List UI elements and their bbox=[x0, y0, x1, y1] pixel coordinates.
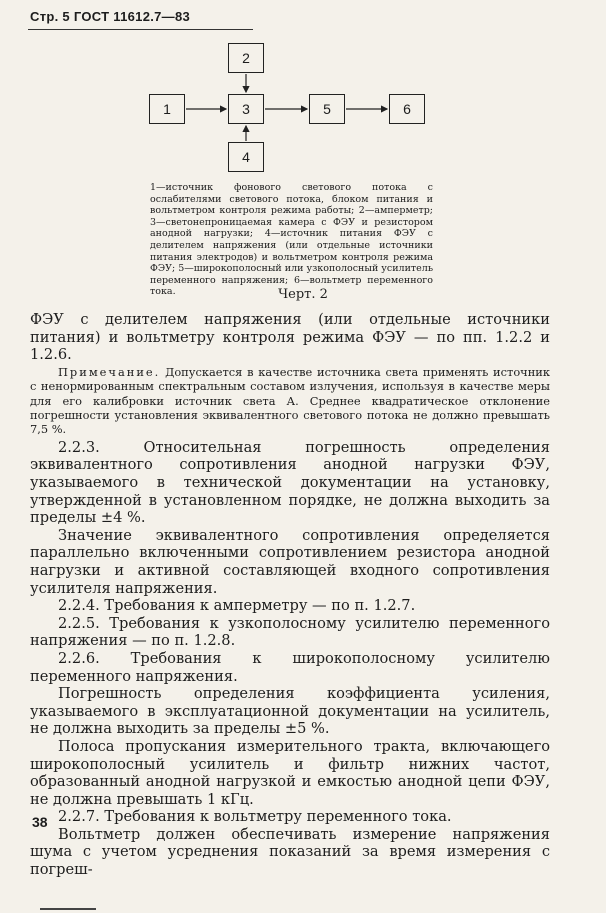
block-4: 4 bbox=[228, 142, 264, 172]
paragraph: Погрешность определения коэффициента усиления, указываемого в эксплуатационной документации на усилитель, не должна выходить за пределы ±5 %. bbox=[30, 685, 550, 738]
paragraph: 2.2.5. Требования к узкополосному усилителю переменного напряжения — по п. 1.2.8. bbox=[30, 614, 550, 650]
page-number: 38 bbox=[32, 814, 48, 830]
block-2: 2 bbox=[228, 43, 264, 73]
block-diagram bbox=[0, 0, 606, 180]
paragraph: Значение эквивалентного сопротивления определяется параллельно включенными сопротивлением резистора анодной нагрузки и активной составляющей входного сопротивления усилителя напряжения. bbox=[30, 526, 550, 597]
block-6: 6 bbox=[389, 94, 425, 124]
paragraph: Вольтметр должен обеспечивать измерение напряжения шума с учетом усреднения показаний за время измерения с погреш- bbox=[30, 825, 550, 879]
diagram-legend: 1—источник фонового светового потока с ослабителями светового потока, блоком питания и вольтметром контроля режима работы; 2—амперметр; 3—светонепроницаемая камера с ФЭУ и резистором анодной нагрузки; 4—источник питания ФЭУ с делителем напряжения (или отдельные источники питания электродов) и вольтметром контроля режима ФЭУ; 5—широкополосный или узкополосный усилитель переменного напряжения; 6—вольтметр переменного тока. bbox=[150, 182, 433, 298]
paragraph: 2.2.7. Требования к вольтметру переменного тока. bbox=[58, 808, 452, 826]
scan-mark bbox=[40, 908, 96, 910]
page-header: Стр. 5 ГОСТ 11612.7—83 bbox=[30, 9, 191, 24]
paragraph: 2.2.6. Требования к широкополосному усилителю переменного напряжения. bbox=[30, 649, 550, 685]
note-text: Допускается в качестве источника света применять источник с ненормированным спектральным составом излучения, используя в качестве меры для его калибровки источник света А. Среднее квадратическое отклонение погрешности установления эквивалентного светового потока не должно превышать 7,5 %. bbox=[30, 364, 551, 437]
diagram-arrows bbox=[0, 0, 606, 180]
body-text bbox=[30, 311, 550, 879]
block-1: 1 bbox=[149, 94, 185, 124]
note-paragraph bbox=[30, 365, 550, 437]
paragraph: 2.2.4. Требования к амперметру — по п. 1.2.7. bbox=[58, 597, 416, 615]
block-3: 3 bbox=[228, 94, 264, 124]
block-5: 5 bbox=[309, 94, 345, 124]
figure-caption: Черт. 2 bbox=[278, 287, 328, 302]
paragraph: ФЭУ с делителем напряжения (или отдельные источники питания) и вольтметру контроля режима ФЭУ — по пп. 1.2.2 и 1.2.6. bbox=[30, 311, 550, 364]
note-label: Примечание. bbox=[58, 364, 161, 379]
paragraph: Полоса пропускания измерительного тракта, включающего широкополосный усилитель и фильтр нижних частот, образованный анодной нагрузкой и емкостью анодной цепи ФЭУ, не должна превышать 1 кГц. bbox=[30, 737, 550, 808]
paragraph: 2.2.3. Относительная погрешность определения эквивалентного сопротивления анодной нагрузки ФЭУ, указываемого в технической документации на установку, утвержденной в установленном порядке, не должна выходить за пределы ±4 %. bbox=[30, 438, 550, 527]
